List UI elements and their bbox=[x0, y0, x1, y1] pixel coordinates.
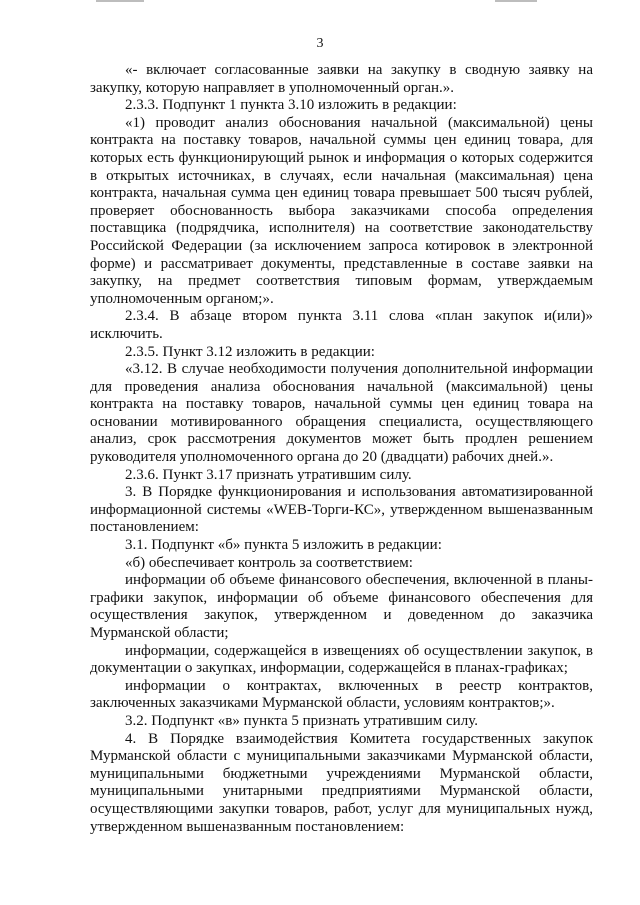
paragraph: «1) проводит анализ обоснования начальной (максимальной) цены контракта на поставку товаров, начальной суммы цен единиц товара, для которых есть функционирующий рынок и информация о которых содержится в открытых источниках, в случаях, если начальная (максимальная) цена контракта, начальная сумма цен единиц товара превышает 500 тысяч рублей, проверяет обоснованность выбора заказчиками способа определения поставщика (подрядчика, исполнителя) на соответствие законодательству Российской Федерации (за исключением запроса котировок в электронной форме) и рассматривает документы, представленные в составе заявки на закупку, на предмет соответствия типовым формам, утверждаемым уполномоченным органом;». bbox=[90, 114, 593, 307]
paragraph: 4. В Порядке взаимодействия Комитета государственных закупок Мурманской области с муниципальными заказчиками Мурманской области, муниципальными бюджетными учреждениями Мурманской области, муниципальными унитарными предприятиями Мурманской области, осуществляющими закупки товаров, работ, услуг для муниципальных нужд, утвержденном вышеназванным постановлением: bbox=[90, 730, 593, 835]
paragraph: информации, содержащейся в извещениях об осуществлении закупок, в документации о закупках, информации, содержащейся в планах-графиках; bbox=[90, 642, 593, 677]
page-number: 3 bbox=[316, 36, 324, 51]
paragraph: «3.12. В случае необходимости получения дополнительной информации для проведения анализа обоснования начальной (максимальной) цены контракта на поставку товаров, начальной суммы цен единиц товара на основании мотивированного обращения специалиста, осуществляющего анализ, срок рассмотрения документов может быть продлен решением руководителя уполномоченного органа до 20 (двадцати) рабочих дней.». bbox=[90, 361, 593, 466]
paragraph: «б) обеспечивает контроль за соответствием: bbox=[125, 554, 413, 571]
paragraph: «- включает согласованные заявки на закупку в сводную заявку на закупку, которую направляет в уполномоченный орган.». bbox=[90, 62, 593, 96]
document-body bbox=[90, 62, 593, 836]
paragraph: 3.2. Подпункт «в» пункта 5 признать утратившим силу. bbox=[125, 712, 478, 729]
paragraph: 2.3.6. Пункт 3.17 признать утратившим силу. bbox=[125, 466, 412, 483]
paragraph: информации о контрактах, включенных в реестр контрактов, заключенных заказчиками Мурманской области, условиям контрактов;». bbox=[90, 677, 593, 712]
paragraph: 2.3.5. Пункт 3.12 изложить в редакции: bbox=[125, 343, 375, 360]
top-rule-left bbox=[96, 0, 144, 2]
paragraph: 3.1. Подпункт «б» пункта 5 изложить в редакции: bbox=[125, 537, 442, 554]
paragraph: 3. В Порядке функционирования и использования автоматизированной информационной системы «WEB-Торги-КС», утвержденном вышеназванным постановлением: bbox=[90, 484, 593, 536]
paragraph: информации об объеме финансового обеспечения, включенной в планы-графики закупок, информации об объеме финансового обеспечения для осуществления закупок, утвержденном и доведенном до заказчика Мурманской области; bbox=[90, 572, 593, 641]
paragraph: 2.3.4. В абзаце втором пункта 3.11 слова «план закупок и(или)» исключить. bbox=[90, 308, 593, 342]
top-rule-right bbox=[495, 0, 537, 2]
paragraph: 2.3.3. Подпункт 1 пункта 3.10 изложить в редакции: bbox=[125, 97, 457, 114]
